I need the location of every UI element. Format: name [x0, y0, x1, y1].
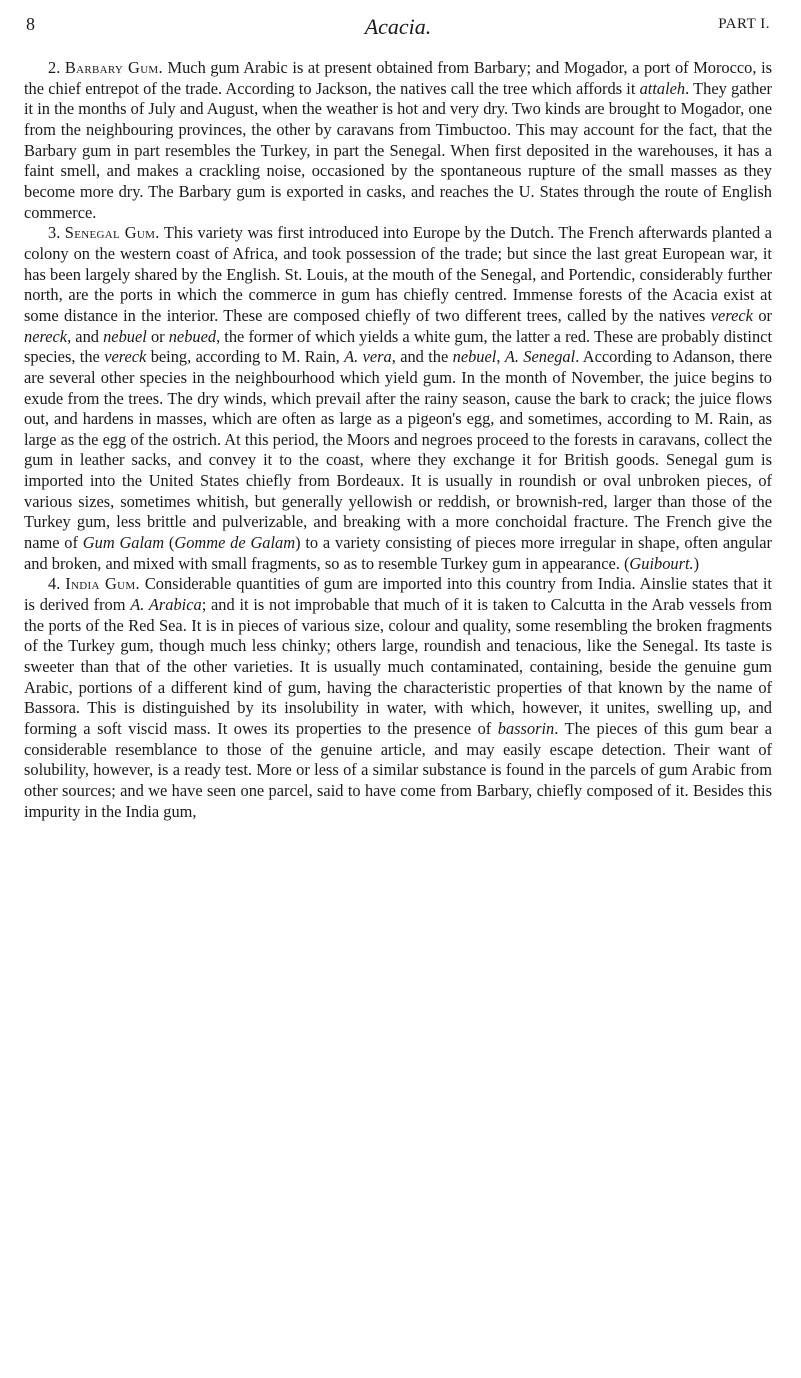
italic-term: bassorin: [497, 719, 555, 738]
italic-term: Gum Galam: [82, 533, 165, 553]
italic-term: attaleh: [639, 78, 686, 98]
section-number: 3.: [48, 223, 65, 243]
body-text: [24, 58, 772, 822]
italic-term: A. vera: [344, 347, 392, 367]
book-page: [24, 14, 772, 822]
section-senegal-gum: [24, 223, 772, 574]
section-barbary-gum: [24, 58, 772, 223]
italic-term: A. Arabica: [130, 595, 202, 615]
italic-term: nebuel: [103, 326, 147, 346]
section-heading: India Gum.: [65, 574, 140, 594]
section-heading: Senegal Gum.: [64, 223, 160, 243]
italic-term: A. Senegal: [504, 347, 576, 367]
part-label: PART I.: [718, 16, 770, 32]
running-title: Acacia.: [364, 14, 432, 39]
section-text: Considerable quantities of gum are imported into this country from India. Ainslie states that it is derived from A. Arabica; and it is not improbable that much of it is taken to Calcutta in the Arab vessels from the ports of the Red Sea. It is in pieces of various size, colour and quality, some resembling the broken fragments of the Turkey gum, though much less chinky; others large, roundish and tenacious, like the Senegal. Its taste is sweeter than that of the other varieties. It is usually much contaminated, containing, beside the genuine gum Arabic, portions of a different kind of gum, having the characteristic properties of that known by the name of Bassora. This is distinguished by its insolubility in water, with which, however, it unites, swelling up, and forming a soft viscid mass. It owes its properties to the presence of bassorin. The pieces of this gum bear a considerable resemblance to those of the genuine article, and may easily escape detection. Their want of solubility, however, is a ready test. More or less of a similar substance is found in the parcels of gum Arabic from other sources; and we have seen one parcel, said to have come from Barbary, chiefly composed of it. Besides this impurity in the India gum,: [24, 574, 773, 821]
section-text: Much gum Arabic is at present obtained from Barbary; and Mogador, a port of Morocco, is the chief entrepot of the trade. According to Jackson, the natives call the tree which affords it attaleh. They gather it in the months of July and August, when the weather is hot and very dry. Two kinds are brought to Mogador, one from the neighbouring provinces, the other by caravans from Timbuctoo. This may account for the fact, that the Barbary gum in part resembles the Turkey, in part the Senegal. When first deposited in the warehouses, it has a faint smell, and makes a crackling noise, occasioned by the spontaneous rupture of the small masses as they become more dry. The Barbary gum is exported in casks, and reaches the U. States through the route of English commerce.: [24, 58, 772, 222]
italic-term: Guibourt.: [629, 553, 694, 573]
section-heading: Barbary Gum.: [64, 58, 163, 77]
italic-term: vereck: [104, 347, 147, 367]
italic-term: Gomme de Galam: [174, 533, 296, 553]
section-number: 2.: [48, 58, 65, 77]
section-india-gum: [24, 574, 772, 822]
italic-term: nebued: [168, 326, 217, 346]
section-text: This variety was first introduced into Europe by the Dutch. The French afterwards planted a colony on the western coast of Africa, and took possession of the trade; but since the last great European war, it has been largely shared by the English. St. Louis, at the mouth of the Senegal, and Portendic, considerably further north, are the ports in which the commerce in gum has chiefly centred. Immense forests of the Acacia exist at some distance in the interior. These are composed chiefly of two different trees, called by the natives vereck or nereck, and nebuel or nebued, the former of which yields a white gum, the latter a red. These are probably distinct species, the vereck being, according to M. Rain, A. vera, and the nebuel, A. Senegal. According to Adanson, there are several other species in the neighbourhood which yield gum. In the month of November, the juice begins to exude from the trees. The dry winds, which prevail after the rainy season, cause the bark to crack; the juice flows out, and hardens in masses, which are often as large as a pigeon's egg, and sometimes, according to M. Rain, as large as the egg of the ostrich. At this period, the Moors and negroes proceed to the forests in caravans, collect the gum in leather sacks, and convey it to the coast, where they exchange it for British goods. Senegal gum is imported into the United States chiefly from Bordeaux. It is usually in roundish or oval unbroken pieces, of various sizes, sometimes whitish, but generally yellowish or reddish, or brownish-red, larger than those of the Turkey gum, less brittle and pulverizable, and breaking with a more conchoidal fracture. The French give the name of Gum Galam (Gomme de Galam) to a variety consisting of pieces more irregular in shape, often angular and broken, and mixed with small fragments, so as to resemble Turkey gum in appearance. (Guibourt.): [24, 223, 773, 573]
running-head: [24, 14, 772, 44]
italic-term: nereck: [24, 326, 68, 346]
section-number: 4.: [48, 574, 66, 594]
italic-term: vereck: [710, 305, 753, 325]
page-number: 8: [26, 14, 35, 34]
italic-term: nebuel: [452, 347, 497, 367]
